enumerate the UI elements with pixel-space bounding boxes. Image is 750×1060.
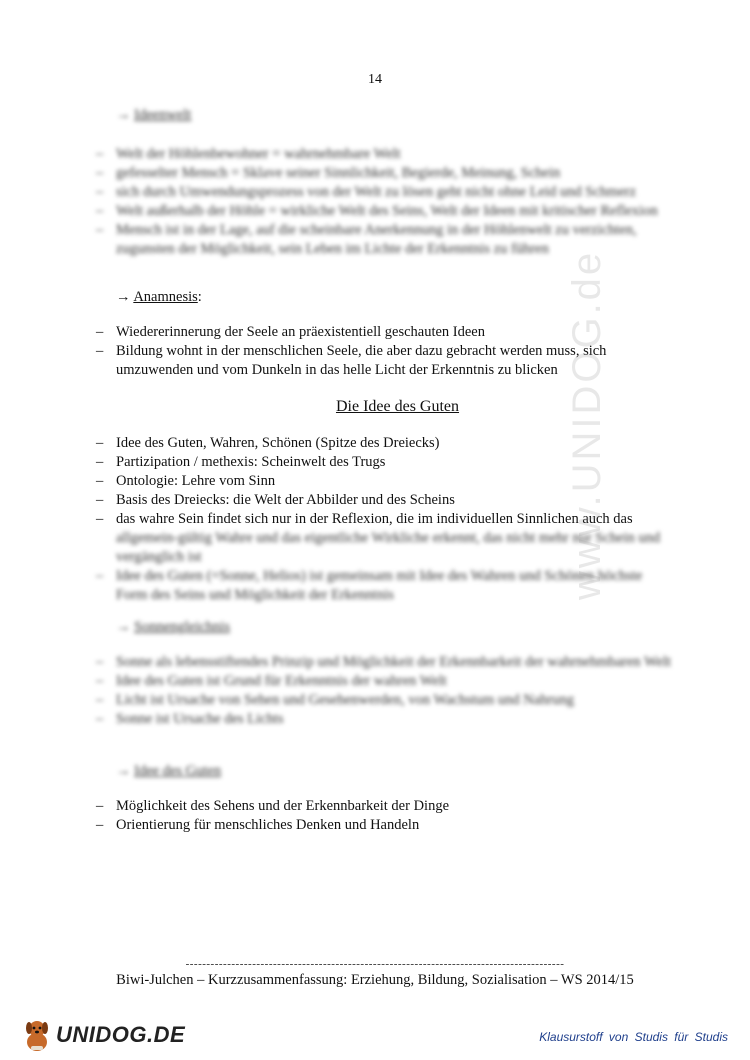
idee-des-guten-list-2 (96, 797, 676, 835)
dog-mascot-icon (22, 1018, 52, 1052)
unidog-logo (22, 1015, 185, 1055)
page-number: 14 (368, 72, 382, 87)
list-item: – Partizipation / methexis: Scheinwelt des Trugs (96, 454, 386, 470)
tagline: Klausurstoff von Studis für Studis (539, 1030, 728, 1044)
list-item: – Idee des Guten (=Sonne, Helios) ist gemeinsam mit Idee des Wahren und Schönen höchste Form des Seins und Möglichkeit der Erkenntnis (96, 568, 643, 603)
logo-text: UNIDOG.DE (56, 1022, 186, 1047)
subheading-sonnengleichnis (96, 618, 676, 637)
arrow: → (116, 619, 131, 635)
arrow: → (116, 107, 131, 123)
watermark: www.UNIDOG.de (565, 249, 609, 600)
list-item: – Idee des Guten ist Grund für Erkenntnis der wahren Welt (96, 673, 447, 689)
list-item: – das wahre Sein findet sich nur in der Reflexion, die im individuellen Sinnlichen auch das allgemein-gültig Wahre und das eigentliche Wirkliche erkennt, das nicht mehr nur Schein und vergänglich ist (96, 511, 661, 565)
list-item: – Welt der Höhlenbewohner = wahrnehmbare Welt (96, 146, 401, 162)
subheading-ideenwelt-label: Ideenwelt (134, 107, 192, 123)
list-item: – sich durch Umwendungsprozess von der Welt zu lösen geht nicht ohne Leid und Schmerz (96, 184, 637, 200)
subheading-idee-des-guten (96, 762, 676, 781)
section-idee-des-guten-2 (96, 762, 676, 835)
subheading-idee-des-guten-label: Idee des Guten (134, 763, 222, 779)
list-item: – Ontologie: Lehre vom Sinn (96, 473, 276, 489)
list-item: – gefesselter Mensch = Sklave seiner Sinnlichkeit, Begierde, Meinung, Schein (96, 165, 561, 181)
ideenwelt-list (96, 145, 676, 259)
section-ideenwelt (96, 106, 676, 259)
list-item: – Sonne als lebensstiftendes Prinzip und Möglichkeit der Erkennbarkeit der wahrnehmbaren Welt (96, 654, 672, 670)
list-item: – Möglichkeit des Sehens und der Erkennbarkeit der Dinge (96, 798, 450, 814)
arrow: → (116, 763, 131, 779)
sonnengleichnis-list (96, 653, 676, 729)
arrow: → (116, 289, 131, 305)
list-item: – Orientierung für menschliches Denken und Handeln (96, 817, 420, 833)
list-item: – Licht ist Ursache von Sehen und Gesehenwerden, von Wachstum und Nahrung (96, 692, 575, 708)
subheading-sonnengleichnis-label: Sonnengleichnis (134, 619, 230, 635)
list-item: – Sonne ist Ursache des Lichts (96, 711, 284, 727)
footer-text: Biwi-Julchen – Kurzzusammenfassung: Erziehung, Bildung, Sozialisation – WS 2014/15 (116, 972, 634, 988)
list-item: – Basis des Dreiecks: die Welt der Abbilder und des Scheins (96, 492, 455, 508)
list-item: – Idee des Guten, Wahren, Schönen (Spitze des Dreiecks) (96, 435, 440, 451)
list-item: – Mensch ist in der Lage, auf die scheinbare Anerkennung in der Höhlenwelt zu verzichten, zugunsten der Möglichkeit, sein Leben im Lichte der Erkenntnis zu führen (96, 222, 637, 257)
subheading-anamnesis-label: Anamnesis (133, 289, 198, 305)
subheading-anamnesis: → Anamnesis: (116, 289, 202, 305)
section-heading: Die Idee des Guten (335, 398, 460, 415)
footer-separator: ------------------------------------------------------------------------------------------- (185, 958, 565, 970)
section-sonnengleichnis (96, 618, 676, 729)
list-item: – Wiedererinnerung der Seele an präexistentiell geschauten Ideen (96, 324, 485, 340)
subheading-ideenwelt (96, 106, 676, 125)
list-item: – Welt außerhalb der Höhle = wirkliche Welt des Seins, Welt der Ideen mit kritischer Reflexion (96, 203, 658, 219)
list-item: – Bildung wohnt in der menschlichen Seele, die aber dazu gebracht werden muss, sich umzuwenden und vom Dunkeln in das helle Licht der Erkenntnis zu blicken (96, 343, 607, 378)
